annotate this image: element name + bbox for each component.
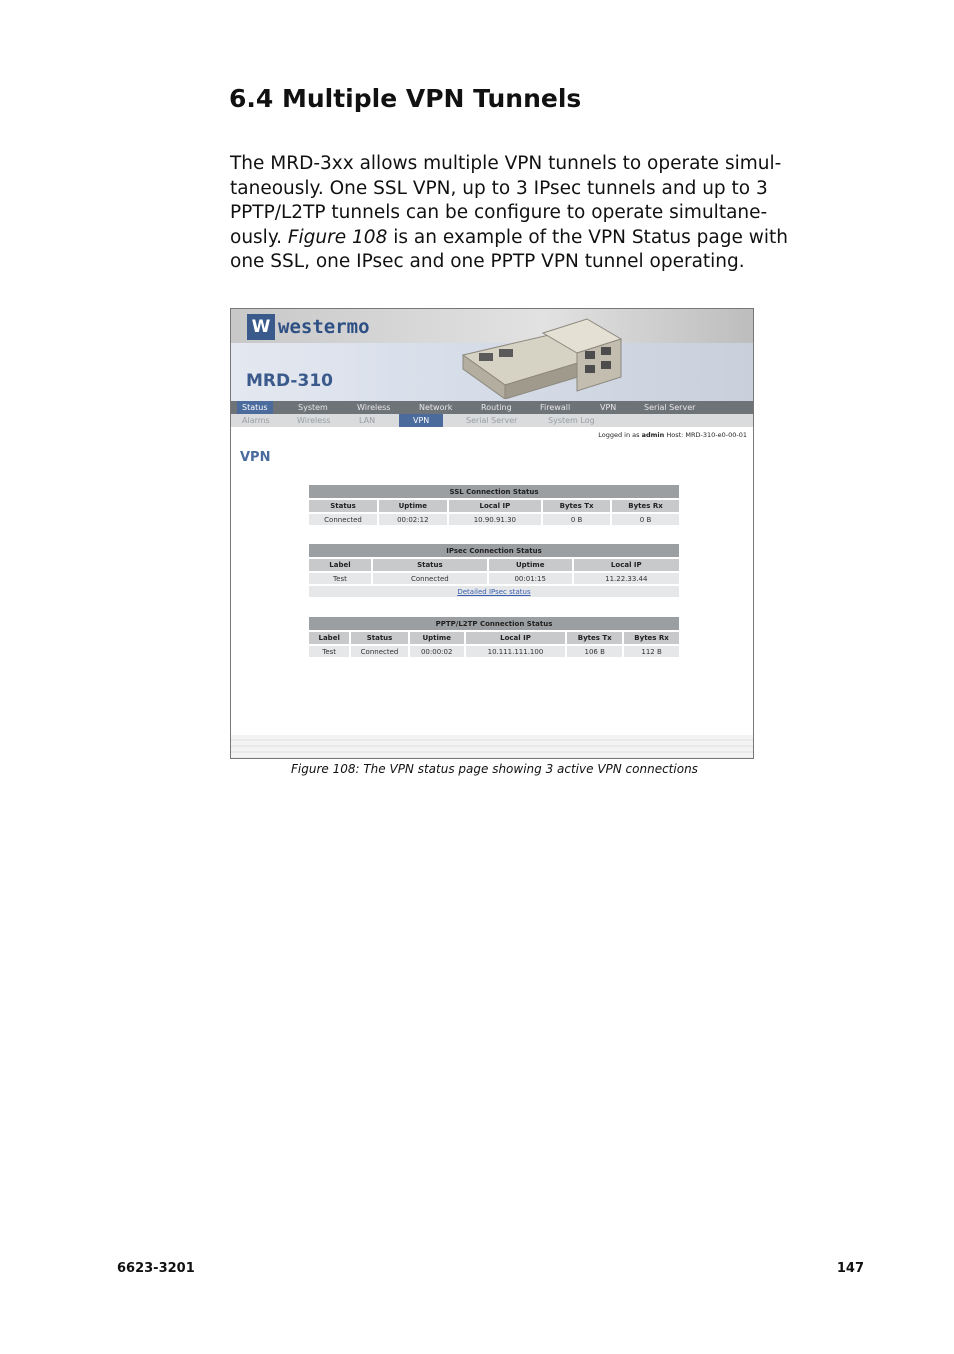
paragraph-line: The MRD-3xx allows multiple VPN tunnels to operate simul-: [230, 153, 782, 174]
main-nav: [231, 401, 753, 414]
ipsec-header: Status: [373, 559, 487, 571]
ipsec-cell: Connected: [373, 573, 487, 584]
westermo-logo: [247, 313, 370, 341]
logged-prefix: Logged in as: [598, 431, 640, 439]
ssl-cell: 0 B: [612, 514, 679, 525]
pptp-header: Label: [309, 632, 349, 644]
ssl-cell: 0 B: [543, 514, 610, 525]
document-number: 6623-3201: [117, 1261, 195, 1276]
ipsec-cell: 00:01:15: [489, 573, 572, 584]
section-heading: 6.4 Multiple VPN Tunnels: [229, 84, 582, 113]
nav-serial-server[interactable]: Serial Server: [644, 403, 696, 412]
ipsec-table-caption: IPsec Connection Status: [309, 544, 679, 557]
ssl-cell: 10.90.91.30: [449, 514, 542, 525]
paragraph-line: one SSL, one IPsec and one PPTP VPN tunnel operating.: [230, 251, 745, 272]
pptp-header: Local IP: [466, 632, 566, 644]
paragraph-line: taneously. One SSL VPN, up to 3 IPsec tunnels and up to 3: [230, 177, 768, 199]
ssl-cell: Connected: [309, 514, 377, 525]
ipsec-cell: Test: [309, 573, 371, 584]
nav-system[interactable]: System: [298, 403, 328, 412]
subnav-lan[interactable]: LAN: [359, 416, 376, 425]
pptp-status-table: [307, 615, 681, 659]
subnav-system-log[interactable]: System Log: [548, 416, 595, 425]
paragraph-line: PPTP/L2TP tunnels can be configure to operate simultane-: [230, 202, 768, 223]
pptp-header: Bytes Tx: [567, 632, 622, 644]
pptp-header: Status: [351, 632, 407, 644]
ipsec-status-table: [307, 542, 681, 599]
nav-network[interactable]: Network: [419, 403, 453, 412]
ssl-header: Status: [309, 500, 377, 512]
ipsec-header: Uptime: [489, 559, 572, 571]
paragraph-line: [230, 226, 788, 251]
table-row: [309, 573, 679, 584]
pptp-cell: 00:00:02: [410, 646, 464, 657]
pptp-cell: 106 B: [567, 646, 622, 657]
pptp-cell: 10.111.111.100: [466, 646, 566, 657]
detailed-ipsec-status-link[interactable]: Detailed IPsec status: [309, 586, 679, 597]
pptp-cell: 112 B: [624, 646, 679, 657]
ssl-header: Bytes Rx: [612, 500, 679, 512]
nav-routing[interactable]: Routing: [481, 403, 512, 412]
ipsec-header: Label: [309, 559, 371, 571]
pptp-header: Uptime: [410, 632, 464, 644]
intro-paragraph: [230, 152, 788, 275]
router-device-icon: [459, 315, 629, 399]
subnav-wireless[interactable]: Wireless: [297, 416, 331, 425]
logged-host: Host: MRD-310-e0-00-01: [666, 431, 747, 439]
product-name: MRD-310: [246, 371, 333, 391]
nav-status[interactable]: Status: [237, 401, 273, 414]
login-info: [598, 431, 747, 439]
ssl-header: Uptime: [379, 500, 447, 512]
logo-mark-icon: W: [247, 314, 275, 340]
subnav-serial-server[interactable]: Serial Server: [466, 416, 518, 425]
figure-caption: Figure 108: The VPN status page showing 3 active VPN connections: [291, 762, 698, 776]
ssl-header: Bytes Tx: [543, 500, 610, 512]
paragraph-text: is an example of the VPN Status page with: [387, 226, 788, 248]
ssl-status-table: [307, 483, 681, 527]
subnav-alarms[interactable]: Alarms: [242, 416, 270, 425]
logged-user: admin: [641, 431, 665, 439]
page-number: 147: [836, 1261, 864, 1276]
vpn-status-screenshot: [230, 308, 754, 759]
sub-nav: [231, 414, 753, 427]
table-row: [309, 514, 679, 525]
subnav-vpn[interactable]: VPN: [399, 414, 443, 427]
nav-firewall[interactable]: Firewall: [540, 403, 571, 412]
pptp-cell: Test: [309, 646, 349, 657]
ssl-header: Local IP: [449, 500, 542, 512]
pptp-cell: Connected: [351, 646, 407, 657]
paragraph-text: ously.: [230, 226, 288, 248]
figure-reference: Figure 108: [287, 226, 388, 248]
nav-wireless[interactable]: Wireless: [357, 403, 391, 412]
ssl-cell: 00:02:12: [379, 514, 447, 525]
nav-vpn[interactable]: VPN: [600, 403, 617, 412]
pptp-table-caption: PPTP/L2TP Connection Status: [309, 617, 679, 630]
logo-text: westermo: [278, 316, 370, 338]
ipsec-header: Local IP: [574, 559, 679, 571]
header-banner: [231, 309, 753, 401]
pptp-header: Bytes Rx: [624, 632, 679, 644]
table-row: [309, 646, 679, 657]
ipsec-cell: 11.22.33.44: [574, 573, 679, 584]
ssl-table-caption: SSL Connection Status: [309, 485, 679, 498]
vpn-page-title: VPN: [240, 450, 271, 465]
screenshot-footer: [231, 735, 753, 758]
